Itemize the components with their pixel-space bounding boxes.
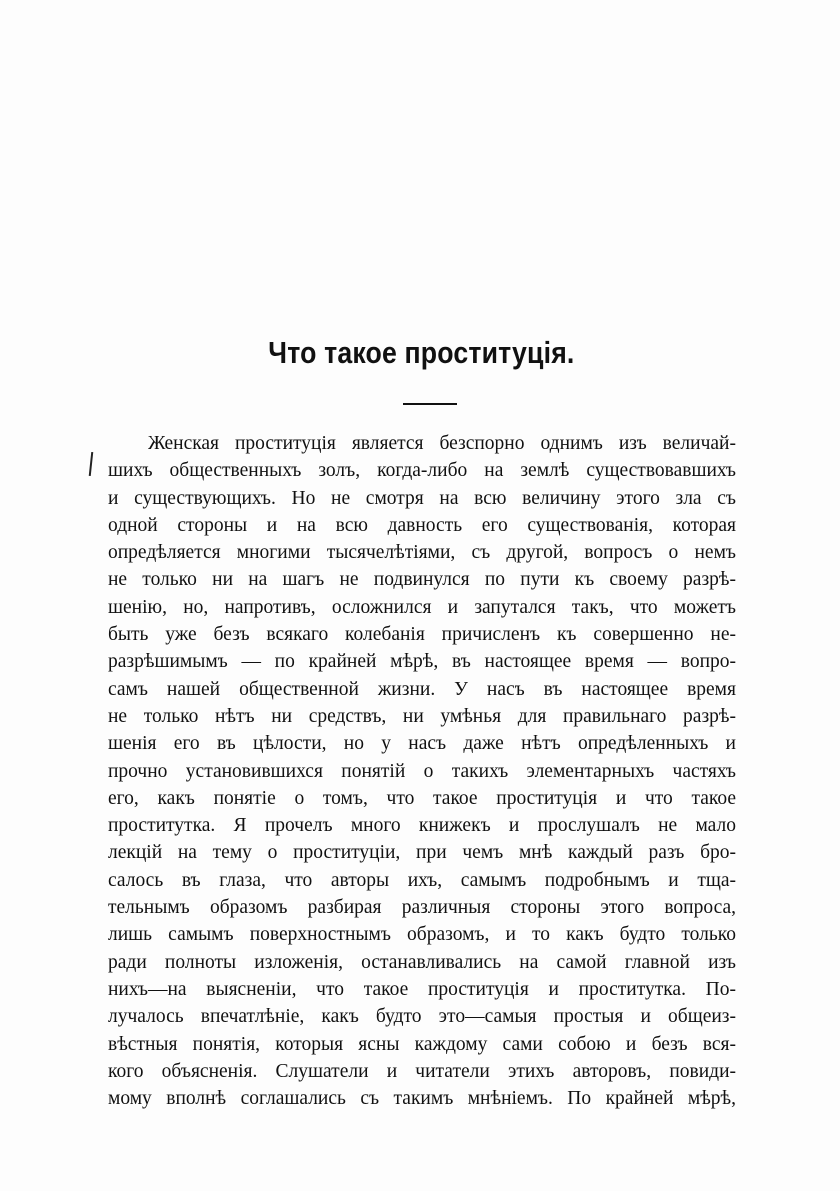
text-line: и существующихъ. Но не смотря на всю величину этого зла съ [108,487,736,509]
text-line: не только ни на шагъ не подвинулся по пути къ своему разрѣ- [108,569,736,591]
text-line: мому вполнѣ соглашались съ такимъ мнѣніемъ. По крайней мѣрѣ, [108,1088,736,1110]
text-line: нихъ—на выясненіи, что такое проституція и проститутка. По- [108,978,736,1000]
margin-pencil-mark [89,452,93,476]
text-line: шихъ общественныхъ золъ, когда-либо на землѣ существовавшихъ [108,460,736,482]
text-line: шенія его въ цѣлости, но у насъ даже нѣтъ опредѣленныхъ и [108,733,736,755]
text-line: самъ нашей общественной жизни. У насъ въ настоящее время [108,678,736,700]
text-line: его, какъ понятіе о томъ, что такое проституція и что такое [108,787,736,809]
text-line: кого объясненія. Слушатели и читатели этихъ авторовъ, повиди- [108,1060,736,1082]
text-line: вѣстныя понятія, которыя ясны каждому сами собою и безъ вся- [108,1033,736,1055]
text-line: тельнымъ образомъ разбирая различныя стороны этого вопроса, [108,897,736,919]
text-line: ради полноты изложенія, останавливались на самой главной изъ [108,951,736,973]
chapter-title: Что такое проституція. [268,335,575,370]
text-line: салось въ глаза, что авторы ихъ, самымъ подробнымъ и тща- [108,869,736,891]
text-line: одной стороны и на всю давность его существованія, которая [108,514,736,536]
text-line: лишь самымъ поверхностнымъ образомъ, и то какъ будто только [108,924,736,946]
text-line: опредѣляется многими тысячелѣтіями, съ другой, вопросъ о немъ [108,542,736,564]
title-divider [403,403,457,405]
text-line: не только нѣтъ ни средствъ, ни умѣнья для правильнаго разрѣ- [108,705,736,727]
text-line: быть уже безъ всякаго колебанія причисленъ къ совершенно не- [108,624,736,646]
text-line: проститутка. Я прочелъ много книжекъ и прослушалъ не мало [108,815,736,837]
text-line: лекцій на тему о проституціи, при чемъ мнѣ каждый разъ бро- [108,842,736,864]
text-line: лучалось впечатлѣніе, какъ будто это—самыя простыя и общеиз- [108,1006,736,1028]
text-line: прочно установившихся понятій о такихъ элементарныхъ частяхъ [108,760,736,782]
text-line: Женская проституція является безспорно однимъ изъ величай- [148,433,736,454]
body-text [108,430,736,1112]
text-line: разрѣшимымъ — по крайней мѣрѣ, въ настоящее время — вопро- [108,651,736,673]
text-line: шенію, но, напротивъ, осложнился и запутался такъ, что можетъ [108,596,736,618]
